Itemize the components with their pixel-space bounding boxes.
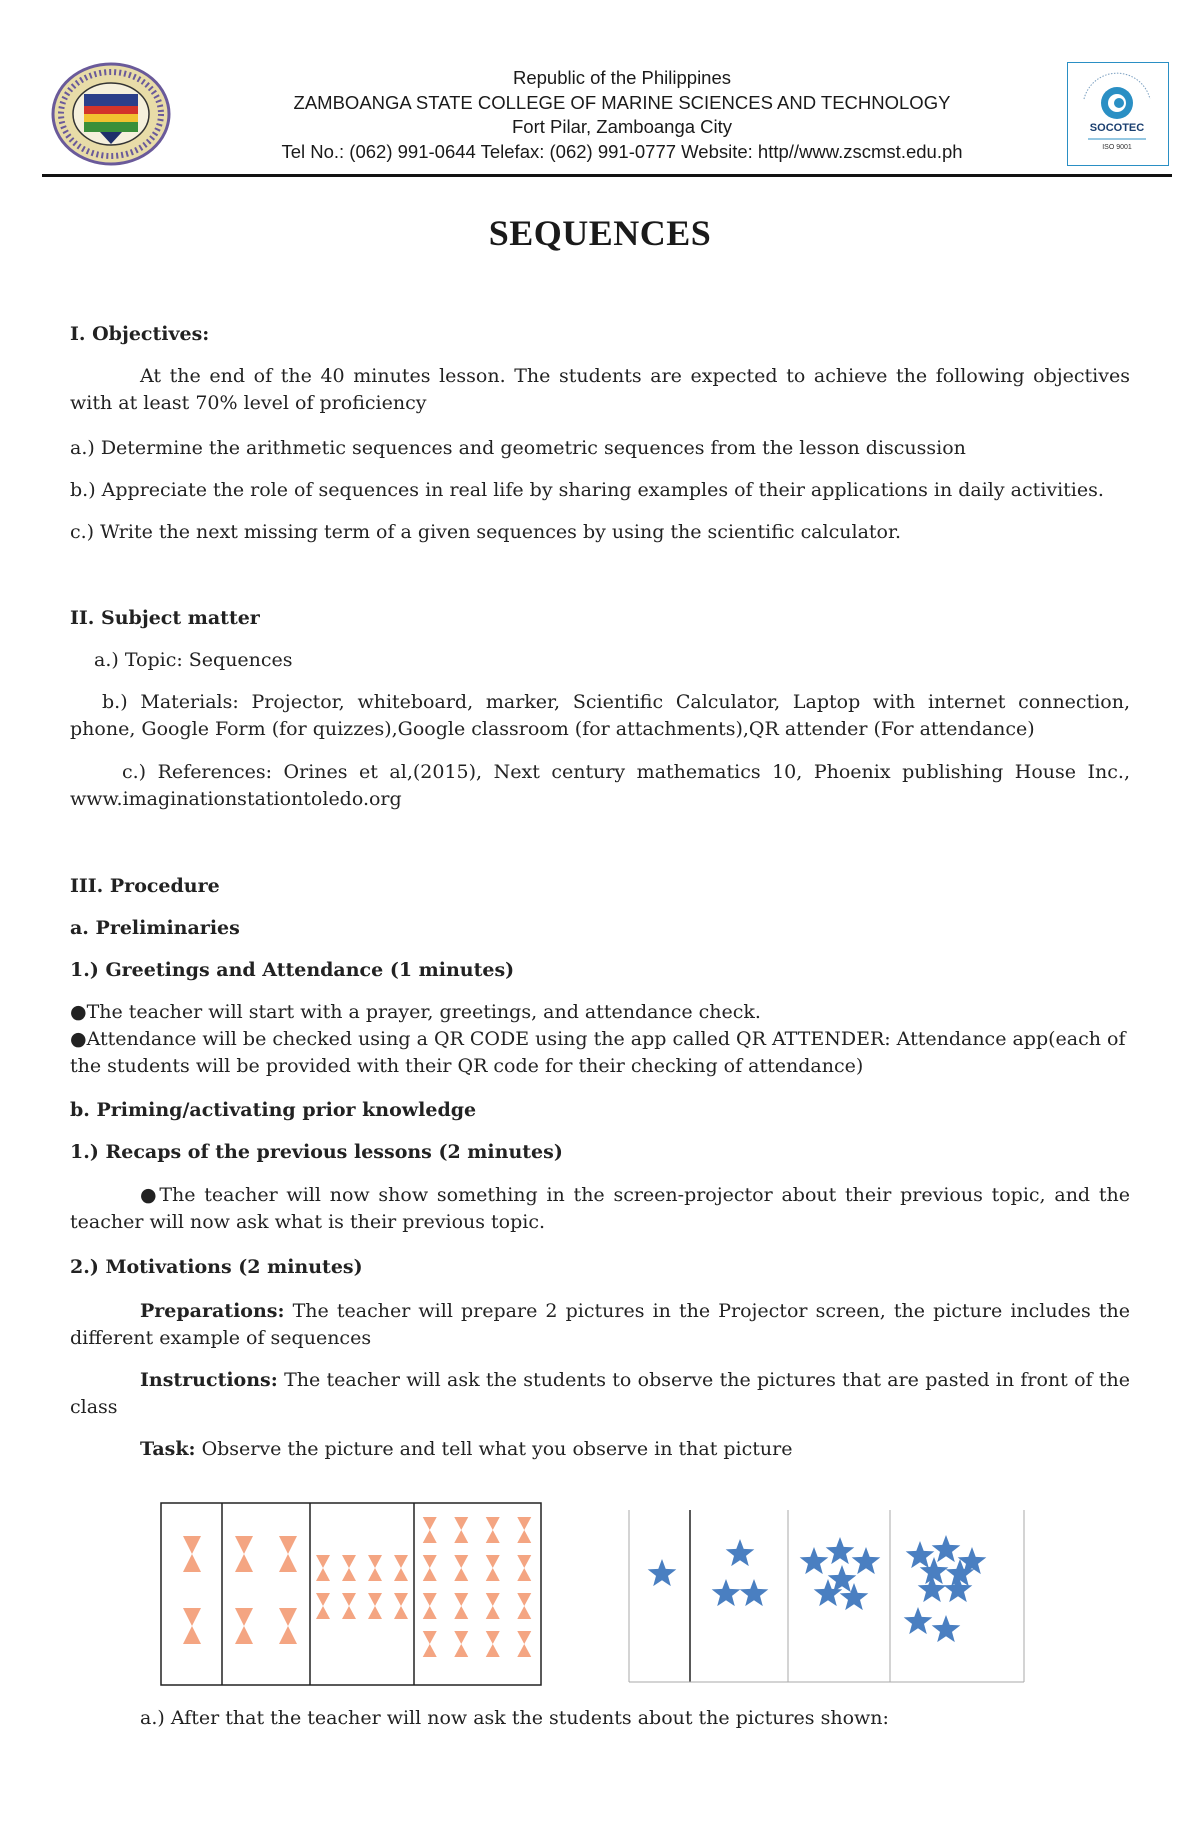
cert-standard-text: ISO 9001 [1102,144,1132,151]
header-contact: Tel No.: (062) 991-0644 Telefax: (062) 991-0777 Website: http//www.zscmst.edu.ph [281,140,963,162]
procedure-heading: III. Procedure [70,875,220,897]
greetings-heading: 1.) Greetings and Attendance (1 minutes) [70,959,515,981]
star-shape [826,1537,855,1564]
task-text: Observe the picture and tell what you observe in that picture [201,1438,793,1460]
greetings-bullet-2: ●Attendance will be checked using a QR CODE using the app called QR ATTENDER: Attendance app(each of the students will be provided with their QR code for their checking of attendance) [70,1028,1126,1077]
instructions-paragraph [70,1367,1130,1421]
star-shape [726,1539,755,1566]
socotec-certification-logo [1067,62,1169,166]
priming-heading: b. Priming/activating prior knowledge [70,1099,477,1121]
objective-item-a: a.) Determine the arithmetic sequences and geometric sequences from the lesson discussion [70,437,966,459]
star-shape [828,1565,857,1592]
motivations-heading: 2.) Motivations (2 minutes) [70,1256,363,1278]
objective-item-b: b.) Appreciate the role of sequences in real life by sharing examples of their applications in daily activities. [70,479,1104,501]
objectives-intro: At the end of the 40 minutes lesson. The students are expected to achieve the following objectives with at least 70% level of proficiency [70,365,1130,414]
instructions-text: The teacher will ask the students to observe the pictures that are pasted in front of the class [70,1369,1130,1418]
task-label: Task: [140,1438,196,1460]
star-sequence-figure [628,1510,1026,1695]
college-seal-logo [50,60,172,168]
header-divider [42,174,1172,177]
header-address: Fort Pilar, Zamboanga City [511,116,733,137]
star-shape [740,1579,769,1606]
preparations-text: The teacher will prepare 2 pictures in the Projector screen, the picture includes the different example of sequences [70,1300,1130,1349]
letterhead [42,58,1172,176]
star-shape [906,1541,935,1568]
objective-item-c: c.) Write the next missing term of a given sequences by using the scientific calculator. [70,521,902,543]
subject-heading: II. Subject matter [70,607,260,629]
task-paragraph [140,1436,792,1463]
star-shape [648,1559,677,1586]
preparations-label: Preparations: [140,1300,285,1322]
after-text: a.) After that the teacher will now ask the students about the pictures shown: [140,1707,889,1729]
star-shape [800,1547,829,1574]
preliminaries-heading: a. Preliminaries [70,917,240,939]
recap-heading: 1.) Recaps of the previous lessons (2 minutes) [70,1141,563,1163]
instructions-label: Instructions: [140,1369,278,1391]
cert-brand-text: SOCOTEC [1089,122,1145,134]
subject-materials: b.) Materials: Projector, whiteboard, marker, Scientific Calculator, Laptop with internet connection, phone, Google Form (for quizzes),Google classroom (for attachments),QR attender (For attendance) [70,691,1130,740]
star-shape [904,1607,933,1634]
header-republic: Republic of the Philippines [512,67,732,88]
preparations-paragraph [70,1298,1130,1352]
objectives-heading: I. Objectives: [70,323,210,345]
hourglass-sequence-figure [160,1502,542,1691]
page-title: SEQUENCES [488,213,712,253]
subject-topic: a.) Topic: Sequences [94,649,293,671]
star-shape [932,1615,961,1642]
greetings-bullet-1: ●The teacher will start with a prayer, greetings, and attendance check. [70,1001,761,1023]
subject-references: c.) References: Orines et al,(2015), Next century mathematics 10, Phoenix publishing House Inc., www.imaginationstationtoledo.org [70,761,1130,810]
star-shape [852,1547,881,1574]
star-shape [712,1579,741,1606]
star-shape [932,1535,961,1562]
header-college-name: ZAMBOANGA STATE COLLEGE OF MARINE SCIENCES AND TECHNOLOGY [293,91,951,113]
recap-text: ●The teacher will now show something in the screen-projector about their previous topic, and the teacher will now ask what is their previous topic. [70,1184,1130,1233]
